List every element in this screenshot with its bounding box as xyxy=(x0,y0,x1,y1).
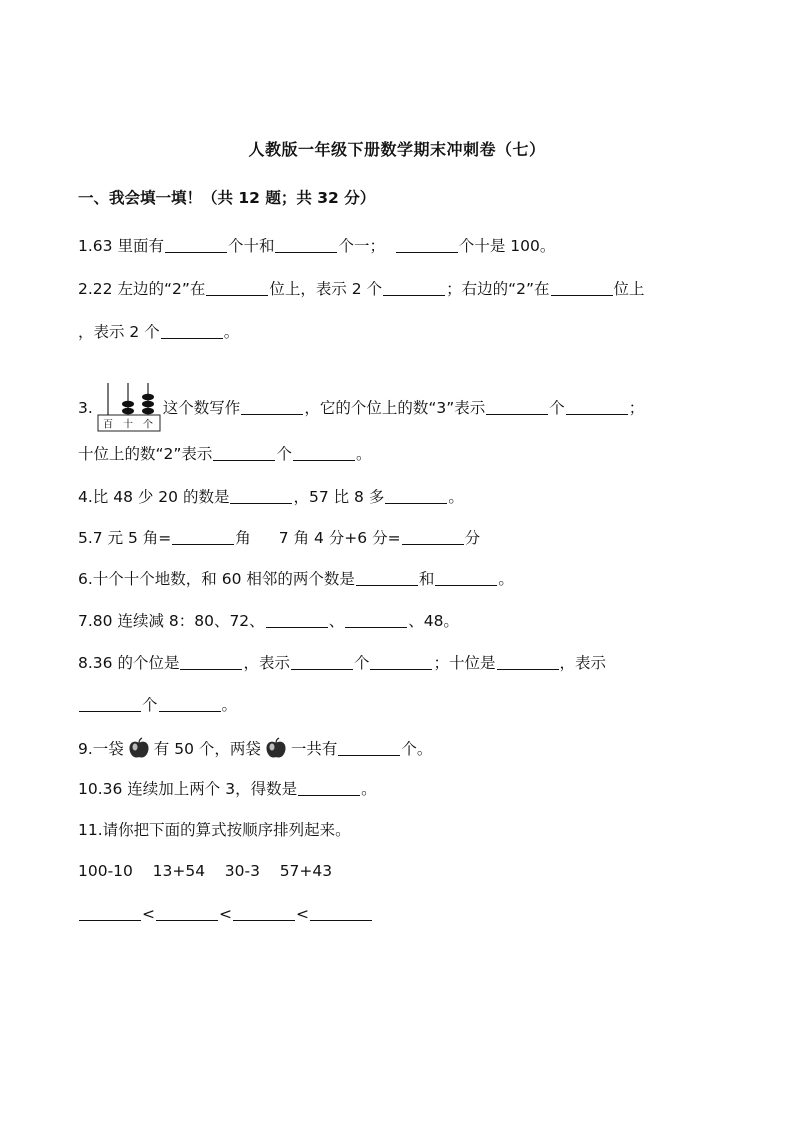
q7-text: 、48。 xyxy=(408,612,459,630)
q6-text: 和 xyxy=(418,570,435,588)
q3-text: 十位上的数“2”表示 xyxy=(78,445,213,463)
q5-text: 5.7 元 5 角= xyxy=(78,529,172,547)
less-than-sign: < xyxy=(219,905,232,923)
abacus-image xyxy=(97,383,161,435)
answer-blank[interactable] xyxy=(172,530,234,545)
question-3-cont xyxy=(78,444,371,464)
q9-text: 个。 xyxy=(401,740,433,758)
question-4 xyxy=(78,487,464,507)
answer-blank[interactable] xyxy=(293,446,355,461)
answer-blank[interactable] xyxy=(435,571,497,586)
question-2-cont xyxy=(78,322,239,342)
q8-text: 个 xyxy=(142,696,158,714)
q3-text: 。 xyxy=(355,445,372,463)
expression-list xyxy=(78,861,332,881)
expression: 100-10 xyxy=(78,862,133,880)
q11-text: 11.请你把下面的算式按顺序排列起来。 xyxy=(78,821,351,839)
answer-blank[interactable] xyxy=(396,238,458,253)
answer-blank[interactable] xyxy=(241,400,303,415)
question-5 xyxy=(78,528,480,548)
answer-blank[interactable] xyxy=(230,489,292,504)
answer-blank[interactable] xyxy=(79,697,141,712)
answer-blank[interactable] xyxy=(156,906,218,921)
q8-text: ；十位是 xyxy=(433,654,496,672)
answer-blank[interactable] xyxy=(356,571,418,586)
q4-text: ，57 比 8 多 xyxy=(293,488,385,506)
q8-text: 个 xyxy=(353,654,370,672)
question-6 xyxy=(78,569,514,589)
answer-blank[interactable] xyxy=(338,741,400,756)
q2-text: 位上 xyxy=(613,280,645,298)
ordering-row xyxy=(78,904,373,924)
q10-text: 。 xyxy=(361,780,377,798)
answer-blank[interactable] xyxy=(345,613,407,628)
answer-blank[interactable] xyxy=(159,697,221,712)
apple-icon xyxy=(127,736,151,765)
q8-text: ，表示 xyxy=(559,654,607,672)
answer-blank[interactable] xyxy=(266,613,328,628)
q9-text: 一共有 xyxy=(290,740,338,758)
q10-text: 10.36 连续加上两个 3，得数是 xyxy=(78,780,298,798)
q2-text: 2.22 左边的“2”在 xyxy=(78,280,206,298)
q2-text: ，表示 2 个 xyxy=(78,323,160,341)
q9-text: 有 50 个，两袋 xyxy=(153,740,261,758)
answer-blank[interactable] xyxy=(291,655,353,670)
answer-blank[interactable] xyxy=(213,446,275,461)
answer-blank[interactable] xyxy=(206,281,268,296)
answer-blank[interactable] xyxy=(383,281,445,296)
q5-text: 角 xyxy=(235,529,251,547)
answer-blank[interactable] xyxy=(165,238,227,253)
question-7 xyxy=(78,611,459,631)
q4-text: 。 xyxy=(448,488,464,506)
question-2 xyxy=(78,279,645,299)
question-11 xyxy=(78,820,351,840)
answer-blank[interactable] xyxy=(551,281,613,296)
answer-blank[interactable] xyxy=(275,238,337,253)
q1-text: 个一； xyxy=(338,237,385,255)
answer-blank[interactable] xyxy=(566,400,628,415)
abacus-label: 个 xyxy=(142,419,153,431)
question-3 xyxy=(78,383,644,435)
q8-text: ，表示 xyxy=(243,654,290,672)
q3-text: 这个数写作 xyxy=(162,399,241,417)
q2-text: 位上，表示 2 个 xyxy=(269,280,383,298)
q8-text: 。 xyxy=(221,696,238,714)
expression: 13+54 xyxy=(152,862,206,880)
q1-text: 个十和 xyxy=(227,237,275,255)
q5-text: 7 角 4 分+6 分= xyxy=(278,529,401,547)
q7-text: 、 xyxy=(328,612,345,630)
expression: 30-3 xyxy=(224,862,260,880)
answer-blank[interactable] xyxy=(402,530,464,545)
answer-blank[interactable] xyxy=(497,655,559,670)
q1-text: 个十是 100。 xyxy=(458,237,556,255)
q4-text: 4.比 48 少 20 的数是 xyxy=(78,488,230,506)
question-1 xyxy=(78,236,555,256)
answer-blank[interactable] xyxy=(161,324,223,339)
question-10 xyxy=(78,779,377,799)
answer-blank[interactable] xyxy=(180,655,242,670)
answer-blank[interactable] xyxy=(370,655,432,670)
question-8-cont xyxy=(78,695,237,715)
q9-text: 9.一袋 xyxy=(78,740,124,758)
question-9 xyxy=(78,736,432,765)
q3-text: ； xyxy=(628,399,645,417)
q1-text: 1.63 里面有 xyxy=(78,237,164,255)
abacus-icon xyxy=(97,383,161,435)
q6-text: 6.十个十个地数，和 60 相邻的两个数是 xyxy=(78,570,355,588)
q3-number: 3. xyxy=(78,399,93,417)
section-heading: 一、我会填一填！（共 12 题；共 32 分） xyxy=(78,189,376,207)
less-than-sign: < xyxy=(296,905,309,923)
q6-text: 。 xyxy=(498,570,514,588)
q2-text: ；右边的“2”在 xyxy=(446,280,550,298)
abacus-label: 百 xyxy=(102,419,113,431)
expression: 57+43 xyxy=(279,862,333,880)
abacus-label: 十 xyxy=(122,419,133,431)
answer-blank[interactable] xyxy=(310,906,372,921)
page-title: 人教版一年级下册数学期末冲刺卷（七） xyxy=(248,140,546,159)
answer-blank[interactable] xyxy=(233,906,295,921)
q5-text: 分 xyxy=(464,529,481,547)
question-8 xyxy=(78,653,606,673)
q3-text: ，它的个位上的数“3”表示 xyxy=(304,399,486,417)
q8-text: 8.36 的个位是 xyxy=(78,654,180,672)
q3-text: 个 xyxy=(549,399,565,417)
q3-text: 个 xyxy=(276,445,292,463)
less-than-sign: < xyxy=(142,905,155,923)
answer-blank[interactable] xyxy=(79,906,141,921)
answer-blank[interactable] xyxy=(385,489,447,504)
q7-text: 7.80 连续减 8：80、72、 xyxy=(78,612,265,630)
answer-blank[interactable] xyxy=(486,400,548,415)
q2-text: 。 xyxy=(223,323,240,341)
answer-blank[interactable] xyxy=(298,781,360,796)
apple-icon xyxy=(264,736,288,765)
